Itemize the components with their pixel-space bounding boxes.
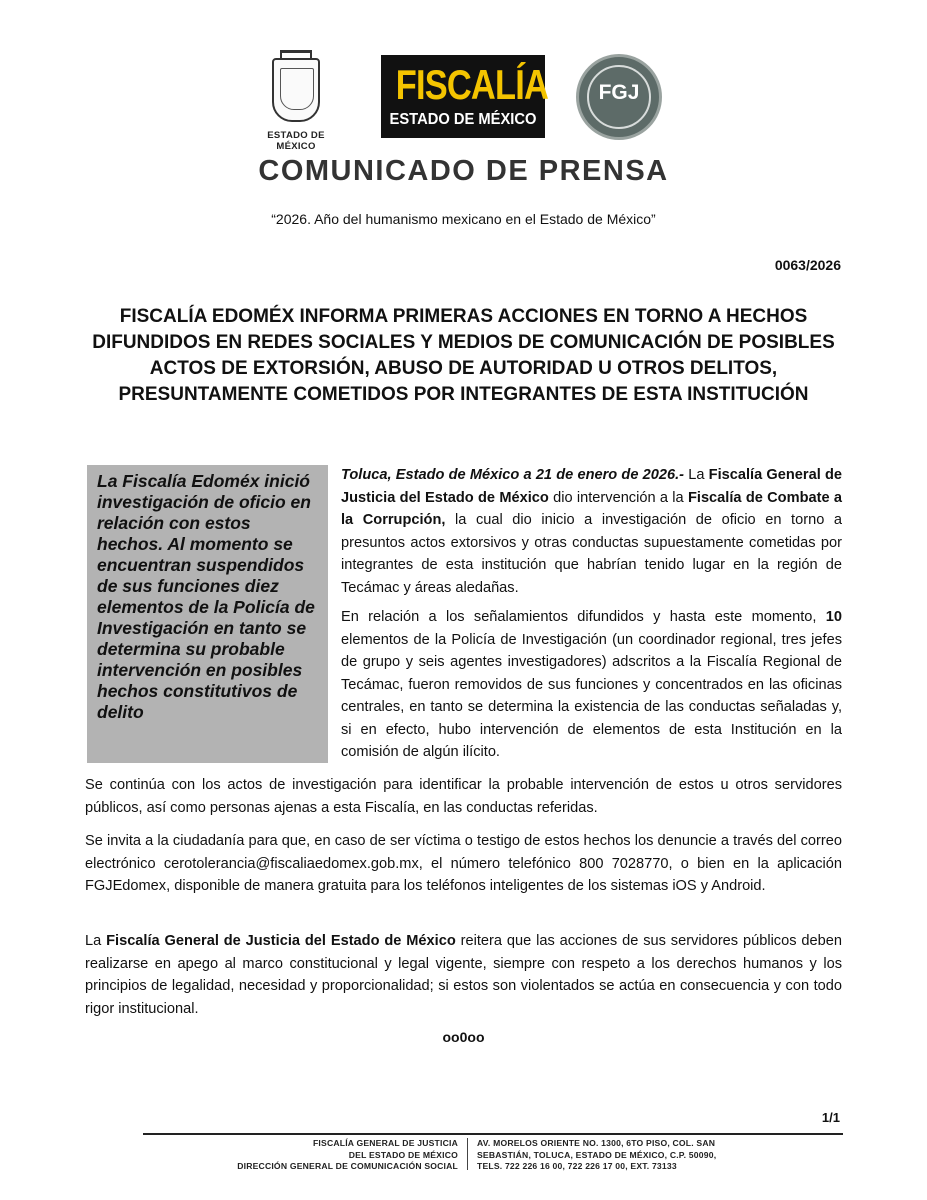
p2-text-c: elementos de la Policía de Investigación (un coordinador regional, tres jefes de grupo y seis agentes investigadores) adscritos a la Fiscalía Regional de Tecámac, fueron removidos de sus funciones y concentrados en las oficinas centrales, en tanto se determina la existencia de las conductas señaladas y, si en efecto, hubo intervención de elementos de esta Institución en la comisión de algún ilícito. — [341, 631, 842, 760]
footer-org-line3: DIRECCIÓN GENERAL DE COMUNICACIÓN SOCIAL — [237, 1161, 458, 1171]
footer-org-line2: DEL ESTADO DE MÉXICO — [348, 1149, 458, 1160]
p5-text-a: La — [85, 933, 107, 949]
fgj-seal-text: FGJ — [598, 81, 640, 104]
estado-de-mexico-caption: ESTADO DE MÉXICO — [267, 130, 325, 152]
p2-text-a: En relación a los señalamientos difundidos y hasta este momento, — [341, 609, 826, 625]
p5-bold-fgjem: Fiscalía General de Justicia del Estado de México — [106, 933, 456, 949]
coat-of-arms-shield-icon — [272, 58, 320, 122]
p1-bold-fiscalia-corrupcion: Fiscalía de Combate a la Corrupción, — [341, 489, 842, 528]
paragraph-4: Se invita a la ciudadanía para que, en caso de ser víctima o testigo de estos hechos los denuncie a través del correo electrónico cerotolerancia@fiscaliaedomex.gob.mx, el número telefónico 800 7028770, o bien en la aplicación FGJEdomex, disponible de manera gratuita para los teléfonos inteligentes de los sistemas iOS y Android. — [85, 833, 842, 894]
coat-of-arms-crown — [280, 50, 312, 58]
footer-separator — [467, 1138, 468, 1170]
fgj-seal-logo — [576, 54, 662, 140]
page-number: 1/1 — [821, 1110, 840, 1125]
closing-mark: oo0oo — [442, 1029, 485, 1045]
summary-sidebox: La Fiscalía Edoméx inició investigación de oficio en relación con estos hechos. Al momento se encuentran suspendidos de sus funciones diez elementos de la Policía de Investigación en tanto se determina su probable intervención en posibles hechos constitutivos de delito — [87, 465, 328, 763]
paragraph-1 — [341, 464, 842, 599]
footer-address-line3: TELS. 722 226 16 00, 722 226 17 00, EXT. 73133 — [477, 1161, 677, 1171]
fiscalia-logo-line1: FISCALÍA — [395, 61, 548, 108]
dateline: Toluca, Estado de México a 21 de enero de 2026.- — [341, 467, 685, 483]
fiscalia-logo — [381, 55, 548, 138]
paragraph-5 — [85, 930, 842, 1020]
year-motto: “2026. Año del humanismo mexicano en el Estado de México” — [271, 211, 656, 227]
document-number: 0063/2026 — [774, 257, 841, 273]
footer-address-line2: SEBASTIÁN, TOLUCA, ESTADO DE MÉXICO, C.P. 50090, — [477, 1149, 717, 1160]
footer-divider — [143, 1133, 843, 1135]
p1-text-e: la cual dio inicio a investigación de oficio en torno a presuntos actos extorsivos y otras conductas supuestamente cometidas por integrantes de esta institución que habrían tenido lugar en la región de Tecámac y áreas aledañas. — [341, 512, 843, 596]
p1-text-c: dio intervención a la — [548, 489, 688, 506]
footer-address-line1: AV. MORELOS ORIENTE NO. 1300, 6TO PISO, COL. SAN — [477, 1138, 716, 1148]
paragraph-2 — [341, 606, 842, 764]
footer-org-line1: FISCALÍA GENERAL DE JUSTICIA — [312, 1138, 458, 1148]
footer-address — [477, 1138, 777, 1173]
footer-organization — [170, 1138, 458, 1173]
estado-de-mexico-logo — [250, 58, 342, 152]
fiscalia-logo-line2: ESTADO DE MÉXICO — [389, 111, 537, 128]
p2-bold-count: 10 — [825, 609, 842, 625]
p5-text-c: reitera que las acciones de sus servidores públicos deben realizarse en apego al marco constitucional y legal vigente, siempre con respeto a los derechos humanos y los principios de legalidad, necesidad y proporcionalidad; si estos son violentados se actúa en consecuencia y con todo rigor institucional. — [85, 933, 842, 1017]
press-release-banner: COMUNICADO DE PRENSA — [258, 155, 669, 187]
p1-text-a: La — [684, 467, 709, 483]
paragraph-3: Se continúa con los actos de investigación para identificar la probable intervención de estos u otros servidores públicos, así como personas ajenas a esta Fiscalía, en las conductas referidas. — [85, 777, 842, 816]
headline: FISCALÍA EDOMÉX INFORMA PRIMERAS ACCIONES EN TORNO A HECHOS DIFUNDIDOS EN REDES SOCIALES Y MEDIOS DE COMUNICACIÓN DE POSIBLES ACTOS DE EXTORSIÓN, ABUSO DE AUTORIDAD U OTROS DELITOS, PRESUNTAMENTE COMETIDOS POR INTEGRANTES DE ESTA INSTITUCIÓN — [92, 306, 835, 405]
p1-bold-fgjem: Fiscalía General de Justicia del Estado de México — [341, 467, 842, 506]
